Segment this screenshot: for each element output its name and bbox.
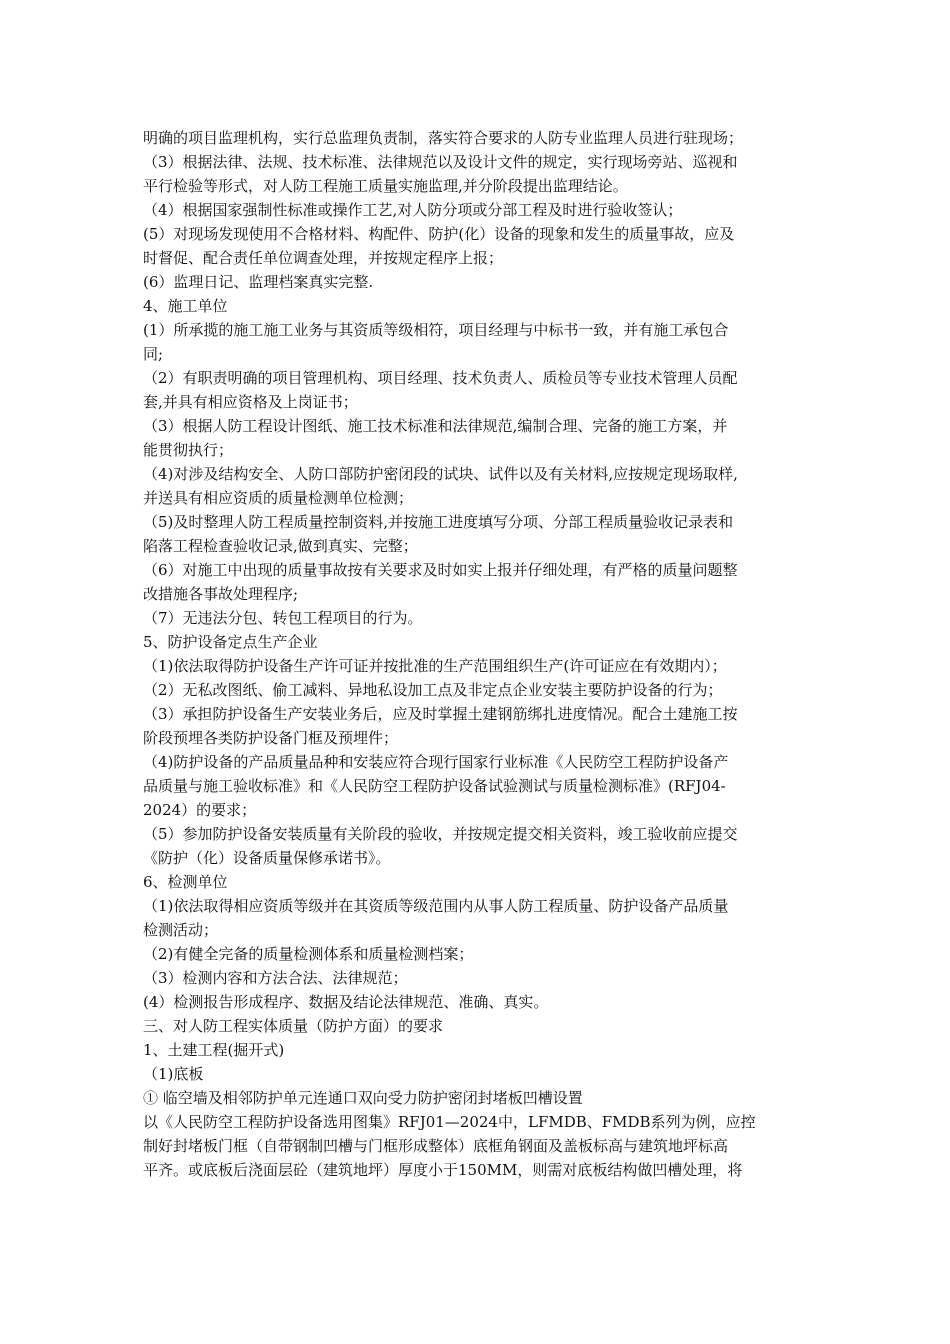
text-line: （2）有职责明确的项目管理机构、项目经理、技术负责人、质检员等专业技术管理人员配 xyxy=(143,369,738,387)
text-line: 同; xyxy=(143,345,164,363)
text-line: （3）根据人防工程设计图纸、施工技术标准和法律规范,编制合理、完备的施工方案，并 xyxy=(143,417,728,435)
text-line: （4）根据国家强制性标准或操作工艺,对人防分项或分部工程及时进行验收签认； xyxy=(143,201,683,219)
text-line: 改措施各事故处理程序; xyxy=(143,585,299,603)
text-line: 制好封堵板门框（自带钢制凹槽与门框形成整体）底框角钢面及盖板标高与建筑地坪标高 xyxy=(143,1137,729,1155)
text-line: (1）所承揽的施工施工业务与其资质等级相符，项目经理与中标书一致，并有施工承包合 xyxy=(143,321,729,339)
text-line: 检测活动； xyxy=(143,921,219,939)
text-line: 《防护（化）设备质量保修承诺书》。 xyxy=(143,849,391,867)
text-line: 套,并具有相应资格及上岗证书； xyxy=(143,393,358,411)
text-line: （4)对涉及结构安全、人防口部防护密闭段的试块、试件以及有关材料,应按规定现场取样, xyxy=(143,465,738,483)
text-line: 阶段预埋各类防护设备门框及预埋件； xyxy=(143,729,399,747)
text-line: 陷落工程检查验收记录,做到真实、完整； xyxy=(143,537,418,555)
text-line: 时督促、配合责任单位调查处理，并按规定程序上报； xyxy=(143,249,504,267)
text-line: （5)及时整理人防工程质量控制资料,并按施工进度填写分项、分部工程质量验收记录表和 xyxy=(143,513,734,531)
text-line: （1)底板 xyxy=(143,1065,204,1083)
text-line: （3）根据法律、法规、技术标准、法律规范以及设计文件的规定，实行现场旁站、巡视和 xyxy=(143,153,738,171)
text-line: （3）承担防护设备生产安装业务后，应及时掌握土建钢筋绑扎进度情况。配合土建施工按 xyxy=(143,705,738,723)
text-line: 6、检测单位 xyxy=(143,873,228,891)
text-line: 4、施工单位 xyxy=(143,297,228,315)
text-line: （5）参加防护设备安装质量有关阶段的验收，并按规定提交相关资料，竣工验收前应提交 xyxy=(143,825,738,843)
text-line: (4）检测报告形成程序、数据及结论法律规范、准确、真实。 xyxy=(143,993,549,1011)
text-line: (5）对现场发现使用不合格材料、构配件、防护(化）设备的现象和发生的质量事故，应及 xyxy=(143,225,735,243)
text-line: （2）无私改图纸、偷工减料、异地私设加工点及非定点企业安装主要防护设备的行为； xyxy=(143,681,723,699)
text-line: 以《人民防空工程防护设备选用图集》RFJ01—2024中，LFMDB、FMDB系列为例，应控 xyxy=(143,1113,756,1131)
text-line: （3）检测内容和方法合法、法律规范； xyxy=(143,969,408,987)
text-line: 并送具有相应资质的质量检测单位检测； xyxy=(143,489,414,507)
text-line: 品质量与施工验收标准》和《人民防空工程防护设备试验测试与质量检测标准》(RFJ04- xyxy=(143,777,726,795)
document-body xyxy=(143,126,815,1182)
text-line: （1)依法取得相应资质等级并在其资质等级范围内从事人防工程质量、防护设备产品质量 xyxy=(143,897,729,915)
text-line: 平齐。或底板后浇面层砼（建筑地坪）厚度小于150MM，则需对底板结构做凹槽处理，将 xyxy=(143,1161,743,1179)
text-line: 1、土建工程(掘开式) xyxy=(143,1041,285,1059)
text-line: 2024）的要求； xyxy=(143,801,257,819)
text-line: （6）对施工中出现的质量事故按有关要求及时如实上报并仔细处理，有严格的质量问题整 xyxy=(143,561,738,579)
text-line: 能贯彻执行； xyxy=(143,441,234,459)
text-line: 明确的项目监理机构，实行总监理负责制，落实符合要求的人防专业监理人员进行驻现场； xyxy=(143,129,744,147)
text-line: ① 临空墙及相邻防护单元连通口双向受力防护密闭封堵板凹槽设置 xyxy=(143,1089,583,1107)
text-line: (6）监理日记、监理档案真实完整. xyxy=(143,273,374,291)
text-line: 5、防护设备定点生产企业 xyxy=(143,633,318,651)
text-line: 平行检验等形式，对人防工程施工质量实施监理,并分阶段提出监理结论。 xyxy=(143,177,628,195)
text-line: （2)有健全完备的质量检测体系和质量检测档案； xyxy=(143,945,474,963)
text-line: （4)防护设备的产品质量品种和安装应符合现行国家行业标准《人民防空工程防护设备产 xyxy=(143,753,729,771)
text-line: （7）无违法分包、转包工程项目的行为。 xyxy=(143,609,423,627)
text-line: （1)依法取得防护设备生产许可证并按批准的生产范围组织生产(许可证应在有效期内）； xyxy=(143,657,727,675)
text-line: 三、对人防工程实体质量（防护方面）的要求 xyxy=(143,1017,444,1035)
